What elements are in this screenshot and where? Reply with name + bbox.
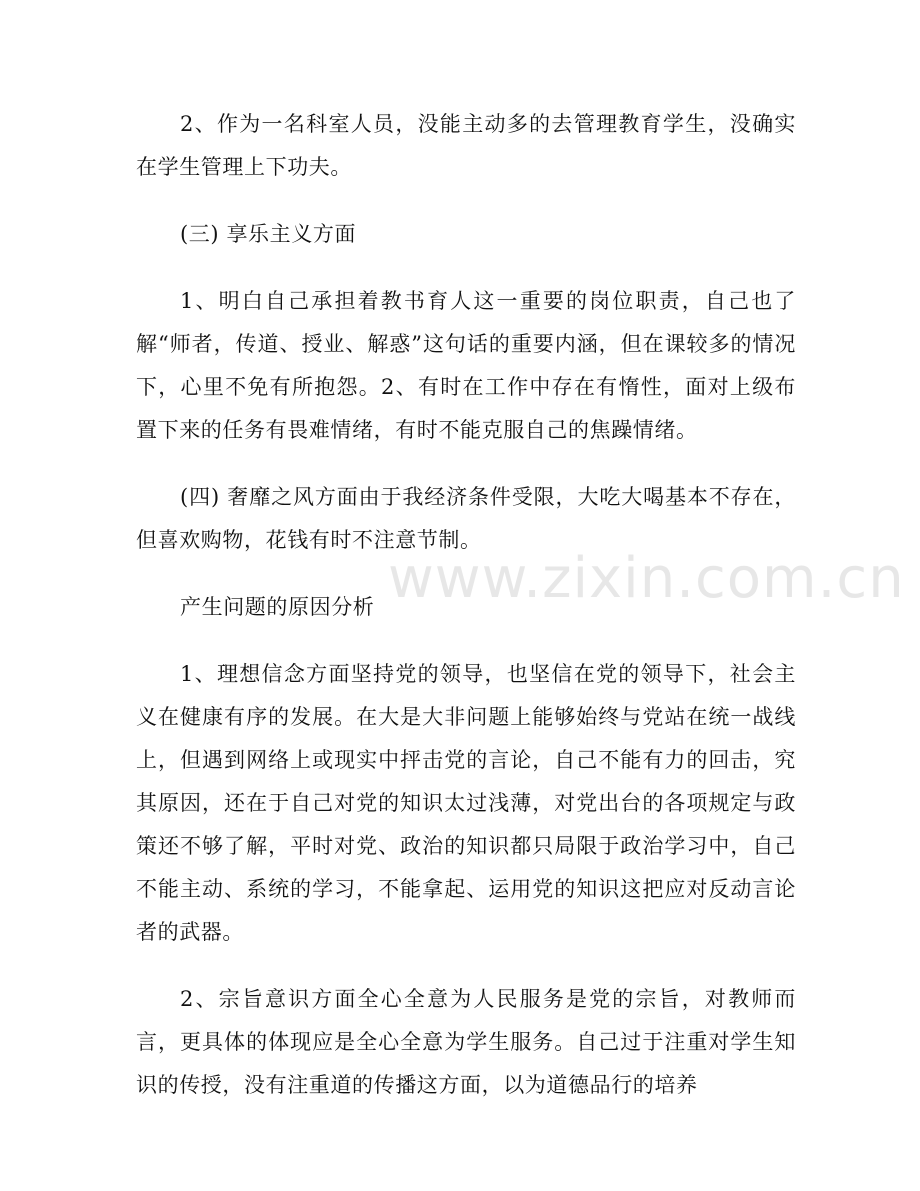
paragraph-ideals-beliefs: 1、理想信念方面坚持党的领导，也坚信在党的领导下，社会主义在健康有序的发展。在大是大非问题上能够始终与党站在统一战线上，但遇到网络上或现实中抨击党的言论，自己不能有力的回击，究其原因，还在于自己对党的知识太过浅薄，对党出台的各项规定与政策还不够了解，平时对党、政治的知识都只局限于政治学习中，自己不能主动、系统的学习，不能拿起、运用党的知识这把应对反动言论者的武器。 [136, 662, 796, 944]
section-heading-hedonism: (三) 享乐主义方面 [180, 222, 357, 246]
paragraph-extravagance: (四) 奢靡之风方面由于我经济条件受限，大吃大喝基本不存在，但喜欢购物，花钱有时不注意节制。 [136, 485, 796, 552]
paragraph-hedonism-items: 1、明白自己承担着教书育人这一重要的岗位职责，自己也了解“师者，传道、授业、解惑”这句话的重要内涵，但在课较多的情况下，心里不免有所抱怨。2、有时在工作中存在有惰性，面对上级布置下来的任务有畏难情绪，有时不能克服自己的焦躁情绪。 [136, 289, 796, 442]
paragraph-purpose-awareness: 2、宗旨意识方面全心全意为人民服务是党的宗旨，对教师而言，更具体的体现应是全心全意为学生服务。自己过于注重对学生知识的传授，没有注重道的传播这方面，以为道德品行的培养 [136, 987, 796, 1097]
section-heading-cause-analysis: 产生问题的原因分析 [180, 595, 375, 619]
watermark-text: www.zixin.com.cn [388, 546, 905, 611]
paragraph-management-item-2: 2、作为一名科室人员，没能主动多的去管理教育学生，没确实在学生管理上下功夫。 [136, 112, 796, 179]
document-body [136, 103, 796, 1131]
